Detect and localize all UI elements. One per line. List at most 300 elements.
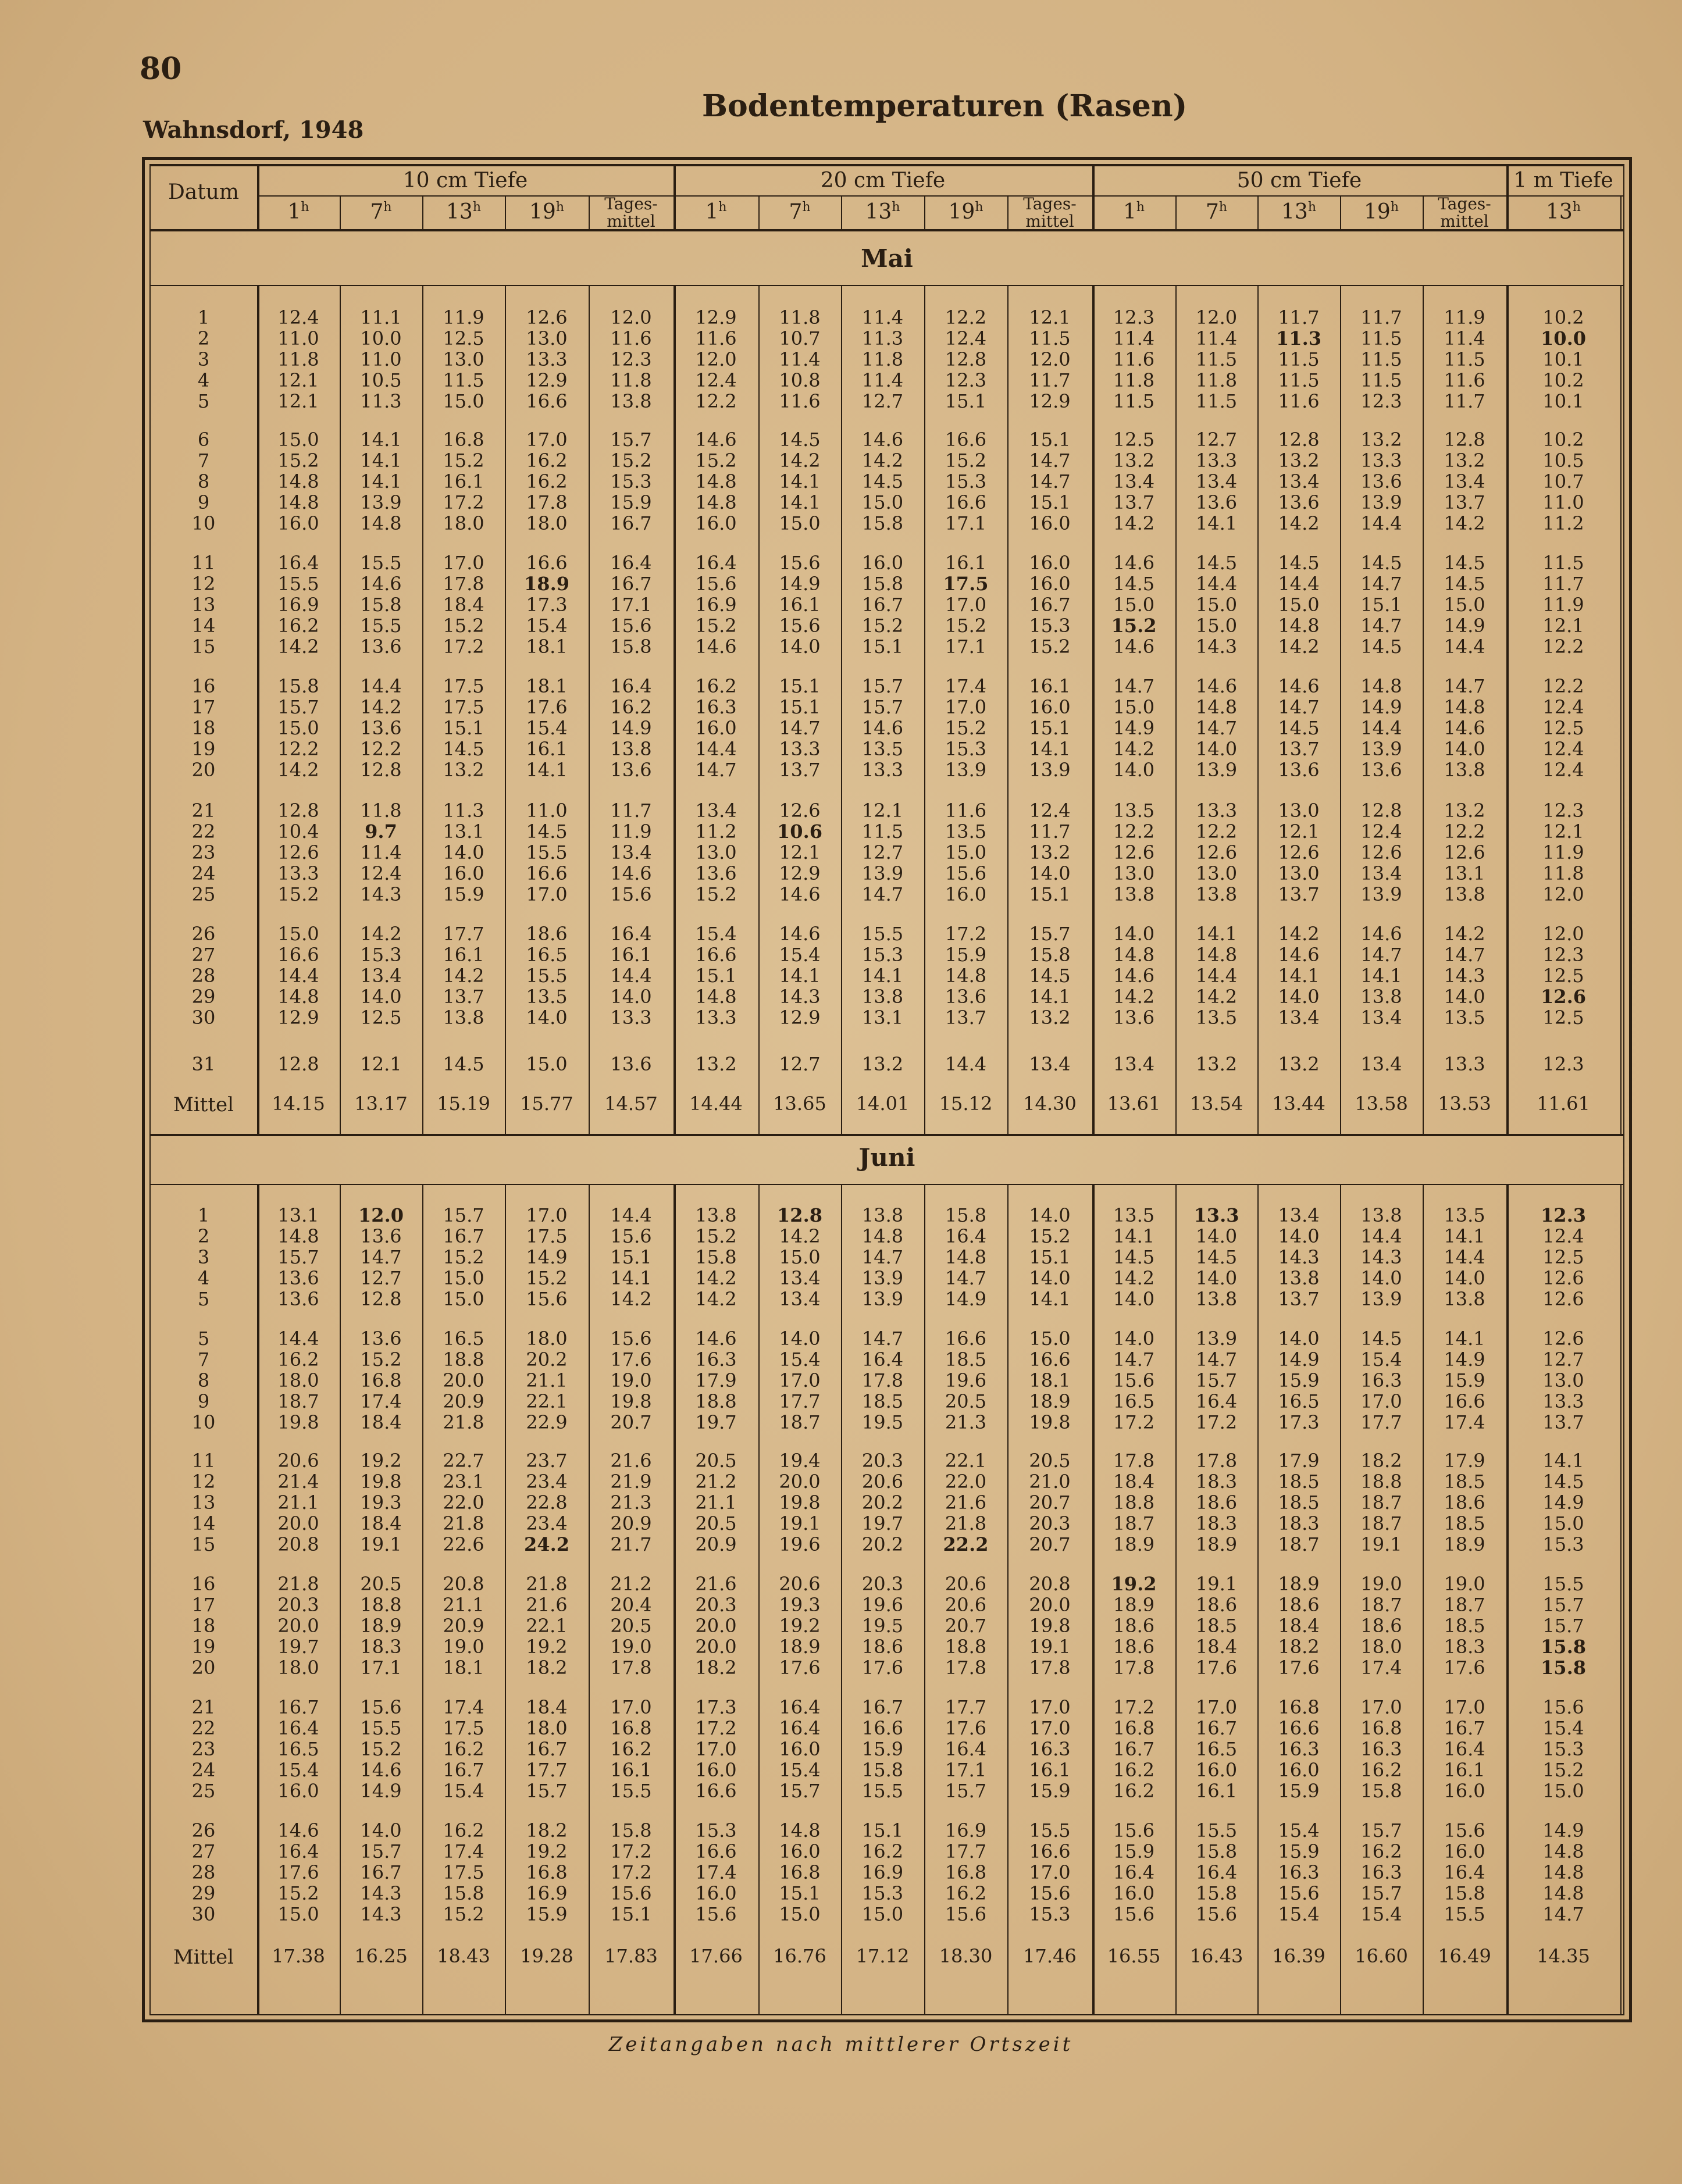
data-cell: 21.1 [443, 1594, 484, 1616]
data-cell: 20.9 [695, 1533, 737, 1555]
data-cell: 14.4 [1444, 636, 1485, 658]
month-title-juni: Juni [858, 1143, 915, 1172]
data-cell: 10.0 [1541, 327, 1586, 349]
data-cell: 16.3 [1278, 1738, 1320, 1760]
data-cell: 11.4 [360, 841, 402, 863]
time-value: 13 [865, 200, 892, 224]
data-cell: 11.5 [1360, 327, 1402, 349]
data-cell: 15.8 [1444, 1882, 1485, 1904]
data-cell: 12.3 [1542, 800, 1584, 822]
data-cell: 15.4 [277, 1759, 319, 1781]
data-cell: 11.9 [443, 306, 484, 329]
depth-header-2: 20 cm Tiefe [820, 169, 946, 192]
data-cell: 13.4 [1278, 1007, 1320, 1029]
mittel-cell: 14.30 [1023, 1093, 1077, 1115]
data-cell: 17.0 [1029, 1696, 1071, 1718]
data-cell: 15.0 [861, 491, 904, 513]
data-cell: 18.6 [1444, 1491, 1485, 1514]
data-cell: 14.8 [277, 1225, 319, 1247]
data-cell: 15.2 [360, 1348, 402, 1371]
data-cell: 11.5 [1195, 390, 1238, 412]
data-cell: 11.8 [1113, 369, 1155, 391]
data-cell: 21.3 [945, 1411, 987, 1433]
data-cell: 17.0 [1444, 1696, 1485, 1718]
data-cell: 17.6 [945, 1717, 987, 1739]
data-cell: 12.6 [1444, 841, 1485, 863]
data-cell: 24.2 [524, 1533, 569, 1555]
data-cell: 20.9 [610, 1512, 652, 1534]
data-cell: 17.8 [1195, 1450, 1238, 1472]
mittel-cell: 18.43 [437, 1945, 490, 1967]
data-cell: 15.0 [526, 1053, 568, 1075]
time-suffix: h [1218, 200, 1228, 215]
data-cell: 14.5 [526, 820, 568, 843]
data-cell: 15.0 [779, 1246, 821, 1268]
data-cell: 13.9 [861, 862, 904, 884]
data-cell: 11.8 [861, 348, 904, 370]
data-cell: 14.4 [1360, 1225, 1402, 1247]
data-cell: 13.6 [695, 862, 737, 884]
data-cell: 16.2 [1360, 1840, 1402, 1862]
data-cell: 21.6 [945, 1491, 987, 1514]
data-cell: 20.6 [945, 1594, 987, 1616]
header-column-divider [340, 195, 341, 229]
data-cell: 14.9 [1113, 717, 1155, 739]
data-cell: 11.7 [1278, 306, 1320, 329]
data-cell: 15.9 [1278, 1780, 1320, 1802]
day-label: 20 [191, 759, 216, 781]
data-cell: 14.7 [779, 717, 821, 739]
data-cell: 14.4 [945, 1053, 987, 1075]
data-cell: 12.7 [861, 841, 904, 863]
data-cell: 13.4 [695, 800, 737, 822]
data-cell: 17.2 [1113, 1411, 1155, 1433]
data-cell: 14.7 [1029, 470, 1071, 493]
data-cell: 20.6 [945, 1573, 987, 1595]
mittel-cell: 14.01 [856, 1093, 910, 1115]
data-cell: 13.9 [1029, 759, 1071, 781]
data-cell: 17.6 [1195, 1657, 1238, 1679]
data-cell: 14.6 [1278, 944, 1320, 966]
data-cell: 13.1 [443, 820, 484, 843]
data-cell: 15.2 [360, 1738, 402, 1760]
data-cell: 16.2 [277, 1348, 319, 1371]
data-cell: 14.9 [526, 1246, 568, 1268]
mittel-label: Mittel [173, 1946, 234, 1969]
data-cell: 15.1 [1029, 1246, 1071, 1268]
data-cell: 14.3 [360, 1882, 402, 1904]
data-cell: 17.3 [526, 594, 568, 616]
data-cell: 15.5 [360, 1717, 402, 1739]
data-cell: 15.0 [945, 841, 987, 863]
data-cell: 15.4 [779, 944, 821, 966]
data-cell: 12.2 [1542, 675, 1584, 697]
data-cell: 20.5 [360, 1573, 402, 1595]
data-cell: 13.8 [1278, 1267, 1320, 1289]
data-cell: 14.0 [1029, 1267, 1071, 1289]
data-cell: 14.2 [861, 449, 904, 472]
data-cell: 22.2 [943, 1533, 989, 1555]
data-cell: 13.3 [610, 1007, 652, 1029]
tagesmittel-header: Tages- mittel [1023, 194, 1077, 231]
data-cell: 14.2 [1113, 512, 1155, 534]
day-label: 24 [191, 862, 216, 884]
data-cell: 15.6 [1195, 1903, 1238, 1925]
data-cell: 18.1 [526, 675, 568, 697]
data-cell: 12.6 [1278, 841, 1320, 863]
data-cell: 12.5 [1542, 717, 1584, 739]
data-cell: 17.1 [360, 1657, 402, 1679]
data-cell: 18.6 [1113, 1636, 1155, 1658]
data-cell: 13.8 [861, 1204, 904, 1226]
day-label: 5 [197, 1327, 210, 1350]
data-cell: 13.6 [360, 1327, 402, 1350]
mittel-cell: 13.17 [354, 1093, 408, 1115]
data-cell: 13.5 [1444, 1007, 1485, 1029]
data-cell: 17.9 [1444, 1450, 1485, 1472]
data-cell: 11.5 [1113, 390, 1155, 412]
data-cell: 15.0 [277, 429, 319, 451]
day-label: 23 [191, 841, 216, 863]
data-cell: 14.0 [1444, 986, 1485, 1008]
data-cell: 20.9 [443, 1390, 484, 1412]
data-cell: 15.8 [610, 1819, 652, 1842]
data-cell: 17.2 [695, 1717, 737, 1739]
data-cell: 13.6 [945, 986, 987, 1008]
data-cell: 14.1 [1195, 923, 1238, 945]
data-cell: 15.6 [945, 1903, 987, 1925]
data-cell: 15.2 [945, 449, 987, 472]
data-cell: 14.7 [1360, 573, 1402, 595]
data-cell: 13.6 [1360, 759, 1402, 781]
data-cell: 14.1 [360, 470, 402, 493]
data-cell: 15.9 [610, 491, 652, 513]
header-column-divider [1620, 195, 1622, 229]
data-cell: 14.5 [1360, 552, 1402, 574]
day-label: 10 [191, 512, 216, 534]
data-cell: 18.0 [277, 1657, 319, 1679]
data-cell: 13.2 [1195, 1053, 1238, 1075]
data-cell: 20.0 [695, 1615, 737, 1637]
data-cell: 16.0 [1278, 1759, 1320, 1781]
time-value: 1 [287, 200, 301, 224]
data-cell: 20.3 [861, 1450, 904, 1472]
data-cell: 13.8 [610, 738, 652, 760]
data-cell: 16.6 [945, 429, 987, 451]
mittel-cell: 14.44 [689, 1093, 743, 1115]
day-label: 30 [191, 1903, 216, 1925]
data-cell: 16.5 [526, 944, 568, 966]
data-cell: 19.7 [695, 1411, 737, 1433]
data-cell: 15.4 [1542, 1717, 1584, 1739]
header-column-divider [1257, 195, 1259, 229]
data-cell: 18.1 [443, 1657, 484, 1679]
data-cell: 17.6 [526, 696, 568, 718]
day-label: 19 [191, 1636, 216, 1658]
data-cell: 16.4 [945, 1225, 987, 1247]
data-cell: 13.0 [1542, 1369, 1584, 1391]
data-cell: 13.4 [1278, 470, 1320, 493]
day-label: 9 [197, 491, 210, 513]
data-cell: 14.4 [1195, 573, 1238, 595]
data-cell: 20.8 [443, 1573, 484, 1595]
data-cell: 17.7 [945, 1840, 987, 1862]
data-cell: 15.7 [1029, 923, 1071, 945]
day-label: 27 [191, 944, 216, 966]
data-cell: 13.8 [443, 1007, 484, 1029]
data-cell: 10.7 [1542, 470, 1584, 493]
data-cell: 14.2 [277, 636, 319, 658]
time-header-19h [505, 200, 589, 224]
data-cell: 14.8 [1195, 944, 1238, 966]
data-cell: 14.3 [360, 883, 402, 905]
data-cell: 14.2 [779, 449, 821, 472]
data-cell: 14.5 [1444, 573, 1485, 595]
time-suffix: h [1572, 200, 1581, 215]
data-cell: 20.3 [861, 1573, 904, 1595]
data-cell: 11.4 [1113, 327, 1155, 349]
header-column-divider [758, 195, 760, 229]
data-cell: 12.3 [1542, 1053, 1584, 1075]
data-cell: 13.6 [360, 717, 402, 739]
data-cell: 15.4 [1360, 1348, 1402, 1371]
data-cell: 15.4 [779, 1759, 821, 1781]
data-cell: 17.0 [779, 1369, 821, 1391]
data-cell: 14.1 [1029, 738, 1071, 760]
data-cell: 15.7 [1542, 1594, 1584, 1616]
data-cell: 17.3 [695, 1696, 737, 1718]
data-cell: 14.6 [277, 1819, 319, 1842]
data-cell: 13.2 [861, 1053, 904, 1075]
day-label: 31 [191, 1053, 216, 1075]
data-cell: 14.2 [1113, 986, 1155, 1008]
data-cell: 14.1 [1444, 1225, 1485, 1247]
data-cell: 15.1 [610, 1903, 652, 1925]
data-cell: 14.5 [1113, 573, 1155, 595]
data-cell: 16.7 [1444, 1717, 1485, 1739]
data-cell: 16.0 [695, 1882, 737, 1904]
data-cell: 14.8 [695, 470, 737, 493]
day-label: 12 [191, 573, 216, 595]
data-cell: 15.0 [1542, 1512, 1584, 1534]
data-cell: 15.8 [861, 512, 904, 534]
time-header-1h [673, 200, 758, 224]
data-cell: 17.4 [695, 1861, 737, 1883]
data-cell: 20.3 [695, 1594, 737, 1616]
data-cell: 13.0 [1278, 800, 1320, 822]
data-cell: 20.8 [1029, 1573, 1071, 1595]
column-divider [1620, 1184, 1622, 2015]
data-cell: 12.6 [1542, 1327, 1584, 1350]
data-cell: 12.5 [1113, 429, 1155, 451]
data-cell: 14.3 [1195, 636, 1238, 658]
data-cell: 14.3 [1360, 1246, 1402, 1268]
data-cell: 14.3 [360, 1903, 402, 1925]
time-suffix: h [802, 200, 811, 215]
data-cell: 13.0 [443, 348, 484, 370]
data-cell: 15.2 [443, 615, 484, 637]
data-cell: 11.6 [610, 327, 652, 349]
data-cell: 21.3 [610, 1491, 652, 1514]
mittel-cell: 13.65 [773, 1093, 826, 1115]
time-value: 7 [370, 200, 384, 224]
data-cell: 12.8 [1278, 429, 1320, 451]
data-cell: 18.0 [443, 512, 484, 534]
data-cell: 17.2 [1113, 1696, 1155, 1718]
day-label: 6 [197, 429, 210, 451]
data-cell: 13.2 [443, 759, 484, 781]
data-cell: 16.1 [610, 1759, 652, 1781]
data-cell: 16.4 [1113, 1861, 1155, 1883]
data-cell: 14.4 [1195, 965, 1238, 987]
data-cell: 14.6 [360, 573, 402, 595]
data-cell: 12.0 [1542, 923, 1584, 945]
data-cell: 18.7 [779, 1411, 821, 1433]
data-cell: 15.8 [1195, 1840, 1238, 1862]
data-cell: 16.4 [779, 1717, 821, 1739]
data-cell: 11.6 [945, 800, 987, 822]
data-cell: 13.9 [1360, 738, 1402, 760]
data-cell: 16.0 [779, 1840, 821, 1862]
data-cell: 12.1 [277, 369, 319, 391]
data-cell: 16.0 [277, 512, 319, 534]
data-cell: 14.5 [1278, 552, 1320, 574]
data-cell: 22.7 [443, 1450, 484, 1472]
data-cell: 13.2 [1444, 800, 1485, 822]
data-cell: 16.0 [861, 552, 904, 574]
data-cell: 15.4 [526, 615, 568, 637]
data-cell: 18.0 [277, 1369, 319, 1391]
data-cell: 15.0 [779, 1903, 821, 1925]
data-cell: 15.7 [360, 1840, 402, 1862]
data-cell: 19.1 [779, 1512, 821, 1534]
data-cell: 20.6 [861, 1471, 904, 1493]
data-cell: 17.6 [1444, 1657, 1485, 1679]
data-cell: 12.6 [1113, 841, 1155, 863]
data-cell: 14.6 [1113, 552, 1155, 574]
day-label: 5 [197, 390, 210, 412]
data-cell: 13.2 [1444, 449, 1485, 472]
data-cell: 14.0 [443, 841, 484, 863]
data-cell: 18.8 [695, 1390, 737, 1412]
data-cell: 13.9 [1360, 1288, 1402, 1310]
data-cell: 11.9 [1444, 306, 1485, 329]
data-cell: 12.7 [1195, 429, 1238, 451]
data-cell: 15.6 [610, 615, 652, 637]
data-cell: 14.7 [861, 1246, 904, 1268]
data-cell: 17.1 [945, 636, 987, 658]
data-cell: 15.7 [861, 696, 904, 718]
data-cell: 11.0 [1542, 491, 1584, 513]
mittel-cell: 14.15 [272, 1093, 325, 1115]
data-cell: 15.0 [443, 390, 484, 412]
data-cell: 14.8 [779, 1819, 821, 1842]
time-value: 7 [789, 200, 803, 224]
data-cell: 14.6 [1444, 717, 1485, 739]
data-cell: 14.0 [1444, 738, 1485, 760]
data-cell: 14.0 [1278, 1225, 1320, 1247]
data-cell: 16.5 [443, 1327, 484, 1350]
data-cell: 13.7 [1542, 1411, 1584, 1433]
data-cell: 15.9 [1278, 1369, 1320, 1391]
data-cell: 17.4 [360, 1390, 402, 1412]
header-column-divider [1506, 165, 1509, 229]
data-cell: 17.1 [945, 512, 987, 534]
page-title: Bodentemperaturen (Rasen) [702, 88, 1188, 124]
data-cell: 14.0 [1195, 738, 1238, 760]
data-cell: 13.0 [1113, 862, 1155, 884]
data-cell: 13.1 [1444, 862, 1485, 884]
mittel-cell: 16.76 [773, 1945, 826, 1967]
data-cell: 12.8 [1444, 429, 1485, 451]
data-cell: 15.2 [277, 1882, 319, 1904]
data-cell: 15.2 [443, 449, 484, 472]
data-cell: 20.6 [277, 1450, 319, 1472]
data-cell: 12.6 [1542, 1267, 1584, 1289]
data-cell: 15.5 [861, 923, 904, 945]
data-cell: 14.4 [1278, 573, 1320, 595]
data-cell: 17.7 [1360, 1411, 1402, 1433]
data-cell: 17.2 [443, 636, 484, 658]
data-cell: 9.7 [365, 820, 397, 843]
data-cell: 15.9 [1444, 1369, 1485, 1391]
data-cell: 14.9 [1542, 1819, 1584, 1842]
data-cell: 16.4 [610, 552, 652, 574]
time-header-13h [1257, 200, 1340, 224]
data-cell: 14.6 [1278, 675, 1320, 697]
data-cell: 14.1 [1360, 965, 1402, 987]
data-cell: 21.1 [526, 1369, 568, 1391]
time-suffix: h [1136, 200, 1145, 215]
data-cell: 12.2 [1195, 820, 1238, 843]
data-cell: 12.5 [443, 327, 484, 349]
time-header-1h [257, 200, 340, 224]
data-cell: 17.5 [943, 573, 989, 595]
data-cell: 13.8 [1444, 1288, 1485, 1310]
data-cell: 11.5 [1278, 369, 1320, 391]
data-cell: 14.2 [1278, 923, 1320, 945]
data-cell: 14.8 [695, 491, 737, 513]
data-cell: 16.4 [945, 1738, 987, 1760]
data-cell: 13.2 [1278, 449, 1320, 472]
data-cell: 16.0 [277, 1780, 319, 1802]
data-cell: 15.9 [1278, 1840, 1320, 1862]
data-cell: 14.8 [277, 986, 319, 1008]
day-label: 13 [191, 1491, 216, 1514]
data-cell: 18.7 [1360, 1491, 1402, 1514]
data-cell: 15.6 [1542, 1696, 1584, 1718]
data-cell: 12.2 [1113, 820, 1155, 843]
data-cell: 16.2 [443, 1819, 484, 1842]
data-cell: 12.0 [1195, 306, 1238, 329]
data-cell: 13.4 [610, 841, 652, 863]
mittel-cell: 17.12 [856, 1945, 910, 1967]
mittel-cell: 16.49 [1438, 1945, 1491, 1967]
day-label: 21 [191, 800, 216, 822]
data-cell: 17.4 [443, 1696, 484, 1718]
data-cell: 16.6 [1444, 1390, 1485, 1412]
data-cell: 14.8 [1542, 1840, 1584, 1862]
day-label: 16 [191, 1573, 216, 1595]
day-label: 3 [197, 1246, 210, 1268]
data-cell: 15.9 [526, 1903, 568, 1925]
data-cell: 19.6 [861, 1594, 904, 1616]
data-cell: 11.4 [861, 369, 904, 391]
data-cell: 20.0 [443, 1369, 484, 1391]
data-cell: 18.0 [526, 512, 568, 534]
data-cell: 21.4 [277, 1471, 319, 1493]
data-cell: 12.4 [1360, 820, 1402, 843]
